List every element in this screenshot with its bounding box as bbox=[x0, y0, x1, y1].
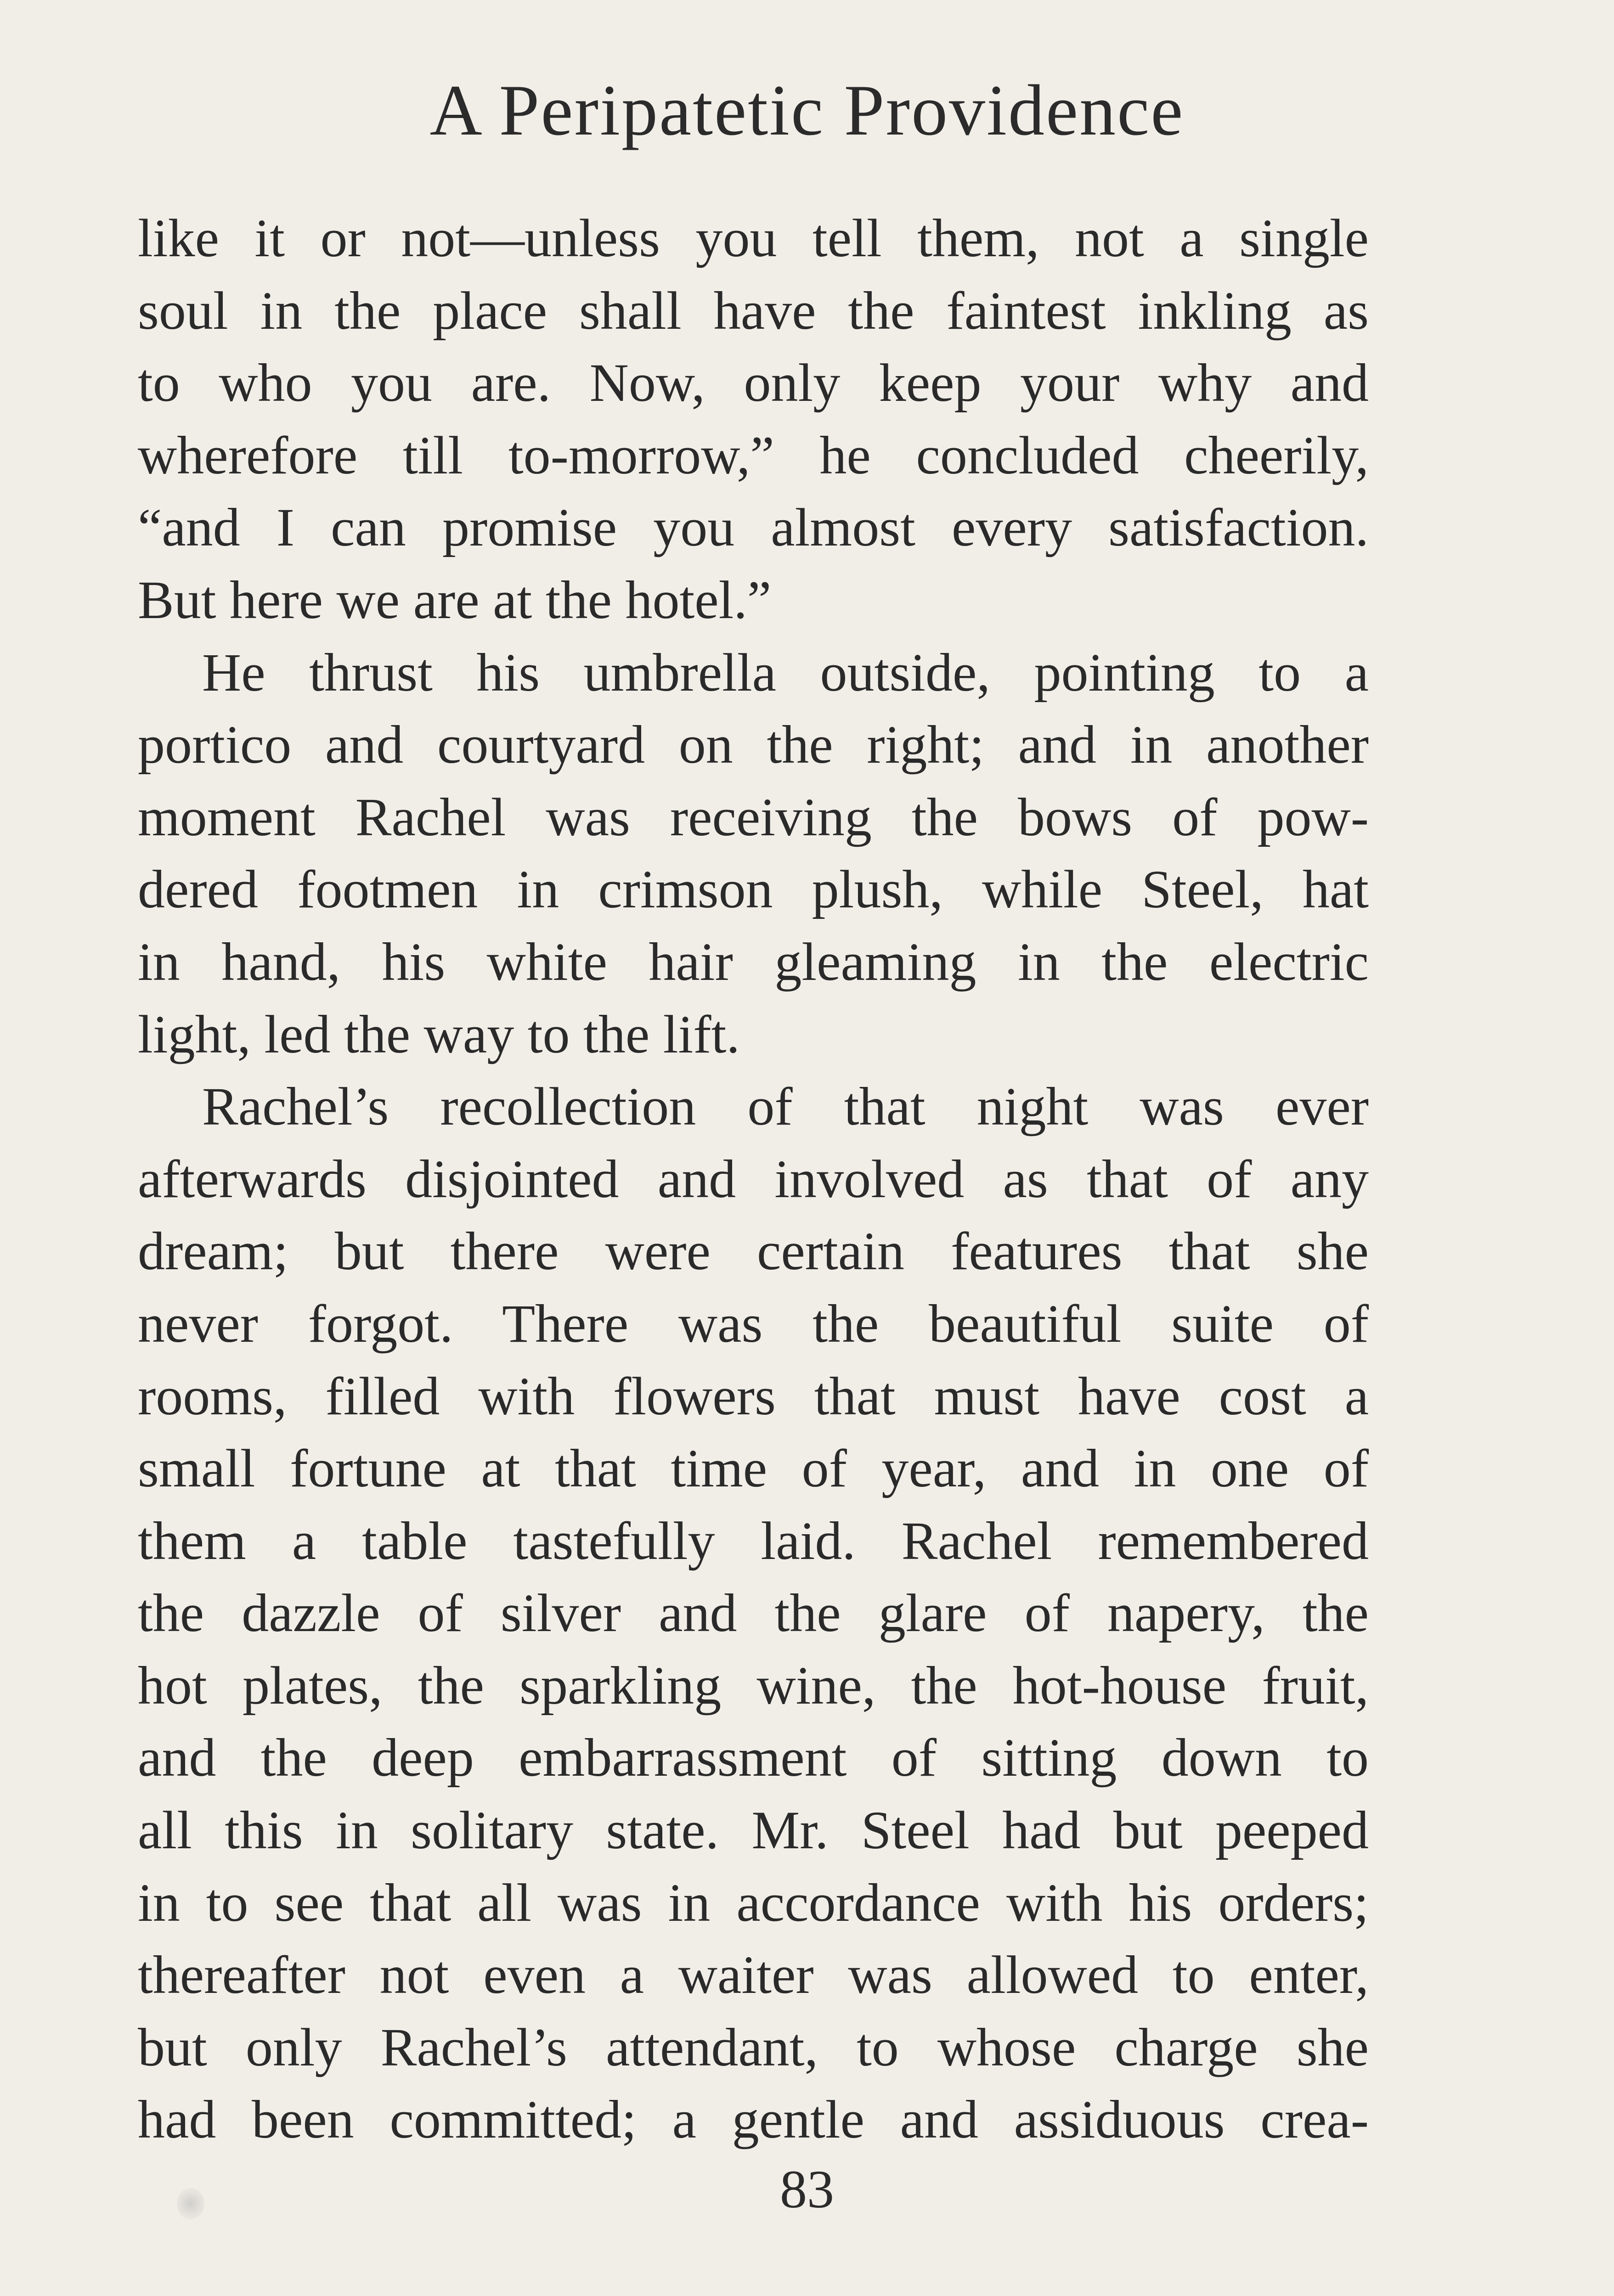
text-line: the dazzle of silver and the glare of napery, the bbox=[138, 1583, 1369, 1643]
running-title: A Peripatetic Providence bbox=[429, 70, 1185, 151]
text-line: thereafter not even a waiter was allowed to enter, bbox=[138, 1945, 1369, 2005]
text-line: and the deep embarrassment of sitting down to bbox=[138, 1728, 1369, 1788]
text-line: light, led the way to the lift. bbox=[138, 1004, 740, 1064]
text-line: Rachel’s recollection of that night was ever bbox=[202, 1076, 1369, 1137]
text-line: rooms, filled with flowers that must have cost a bbox=[138, 1366, 1369, 1426]
text-line: had been committed; a gentle and assiduous crea- bbox=[138, 2089, 1369, 2150]
text-line: dered footmen in crimson plush, while Steel, hat bbox=[138, 859, 1369, 920]
text-line: all this in solitary state. Mr. Steel had but peeped bbox=[138, 1800, 1369, 1861]
text-line: to who you are. Now, only keep your why and bbox=[138, 353, 1369, 413]
text-line: in to see that all was in accordance with his orders; bbox=[138, 1872, 1369, 1933]
page-number: 83 bbox=[780, 2159, 834, 2219]
text-line: never forgot. There was the beautiful suite of bbox=[138, 1293, 1369, 1354]
text-line: portico and courtyard on the right; and in another bbox=[138, 715, 1369, 775]
text-line: He thrust his umbrella outside, pointing to a bbox=[202, 642, 1369, 703]
text-line: But here we are at the hotel.” bbox=[138, 569, 772, 630]
text-line: but only Rachel’s attendant, to whose charge she bbox=[138, 2017, 1369, 2077]
body-text bbox=[138, 202, 1369, 2156]
text-line: like it or not—unless you tell them, not a single bbox=[138, 208, 1369, 268]
text-line: wherefore till to-morrow,” he concluded cheerily, bbox=[138, 425, 1369, 485]
text-line: them a table tastefully laid. Rachel remembered bbox=[138, 1510, 1369, 1571]
text-line: afterwards disjointed and involved as that of any bbox=[138, 1148, 1369, 1209]
text-line: hot plates, the sparkling wine, the hot-house fruit, bbox=[138, 1655, 1369, 1716]
text-line: soul in the place shall have the faintest inkling as bbox=[138, 280, 1369, 341]
text-line: moment Rachel was receiving the bows of pow- bbox=[138, 787, 1369, 847]
text-line: “and I can promise you almost every satisfaction. bbox=[138, 497, 1369, 558]
text-line: in hand, his white hair gleaming in the electric bbox=[138, 931, 1369, 992]
text-line: dream; but there were certain features that she bbox=[138, 1221, 1369, 1282]
text-line: small fortune at that time of year, and in one of bbox=[138, 1438, 1369, 1499]
